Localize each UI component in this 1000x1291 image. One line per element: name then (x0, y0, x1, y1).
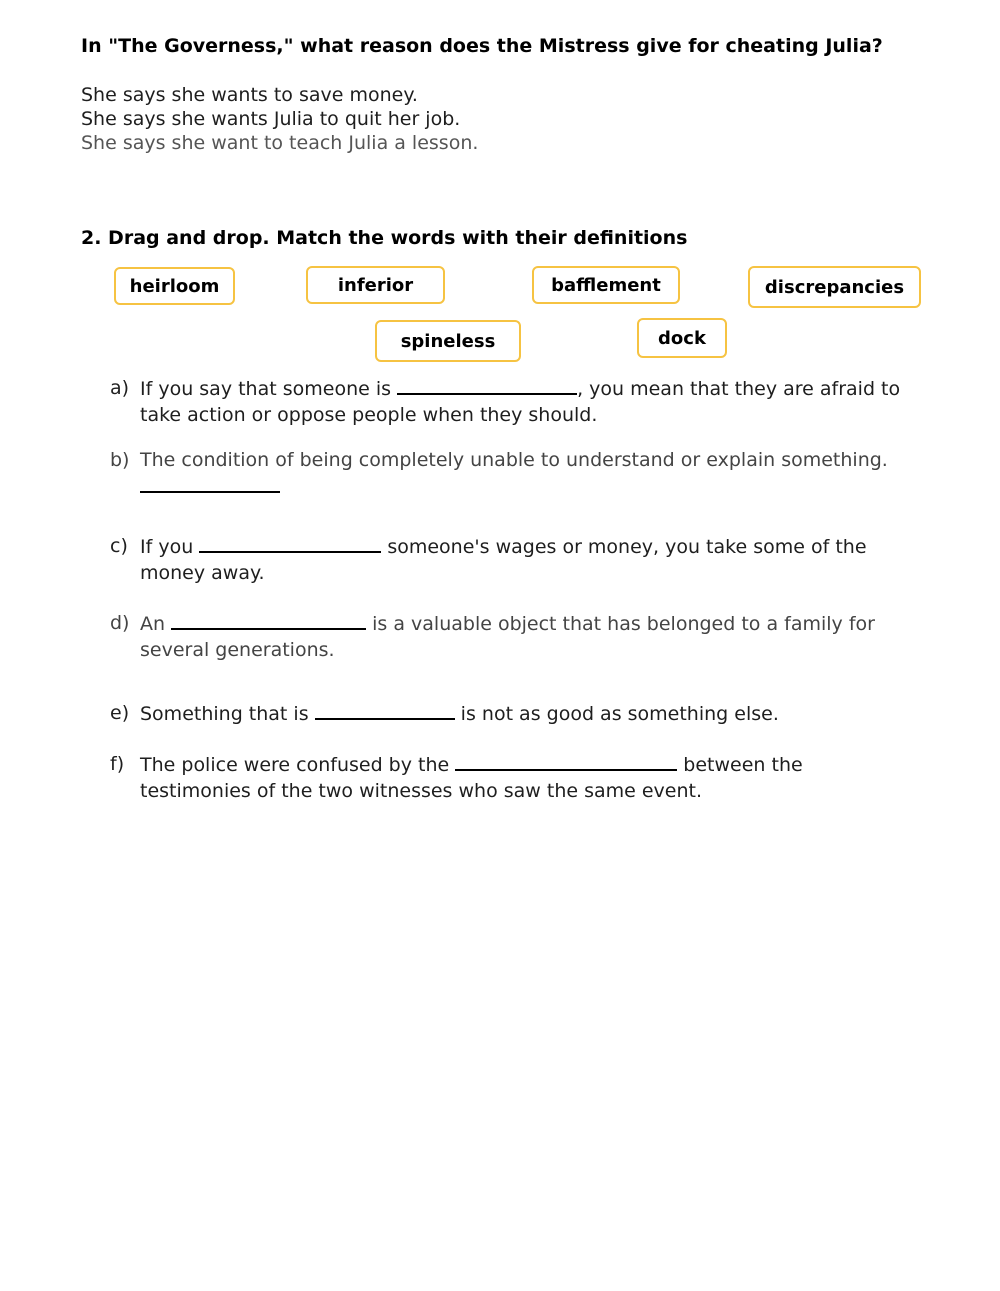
item-label: e) (110, 702, 130, 724)
word-chip-dock[interactable]: dock (637, 318, 727, 358)
definition-item-c (110, 533, 910, 586)
item-text: If you say that someone is , you mean that they are afraid to take action or oppose people when they should. (140, 375, 910, 428)
definition-item-f (110, 751, 910, 804)
word-chip-spineless[interactable]: spineless (375, 320, 521, 362)
drop-blank-b[interactable] (140, 473, 280, 493)
answer-option-3[interactable]: She says she want to teach Julia a lesson. (81, 132, 479, 154)
definition-item-d (110, 610, 910, 663)
item-label: a) (110, 377, 130, 399)
definition-item-b (110, 447, 910, 500)
item-text: If you someone's wages or money, you take some of the money away. (140, 533, 910, 586)
answer-option-2[interactable]: She says she wants Julia to quit her job. (81, 108, 461, 130)
item-label: f) (110, 753, 125, 775)
item-text: The condition of being completely unable to understand or explain something. (140, 447, 910, 500)
word-chip-heirloom[interactable]: heirloom (114, 267, 235, 305)
answer-option-1[interactable]: She says she wants to save money. (81, 84, 418, 106)
definition-item-e (110, 700, 910, 727)
definition-item-a (110, 375, 910, 428)
item-label: b) (110, 449, 130, 471)
word-chip-inferior[interactable]: inferior (306, 266, 445, 304)
question-1-title: In "The Governess," what reason does the Mistress give for cheating Julia? (81, 35, 883, 57)
item-text: The police were confused by the between the testimonies of the two witnesses who saw the same event. (140, 751, 910, 804)
question-2-title: 2. Drag and drop. Match the words with their definitions (81, 227, 688, 249)
drop-blank-e[interactable] (315, 700, 455, 720)
word-chip-bafflement[interactable]: bafflement (532, 266, 680, 304)
item-label: c) (110, 535, 128, 557)
drop-blank-c[interactable] (199, 533, 381, 553)
item-text: An is a valuable object that has belonged to a family for several generations. (140, 610, 910, 663)
item-text: Something that is is not as good as something else. (140, 700, 910, 727)
drop-blank-d[interactable] (171, 610, 366, 630)
word-chip-discrepancies[interactable]: discrepancies (748, 266, 921, 308)
item-label: d) (110, 612, 130, 634)
drop-blank-f[interactable] (455, 751, 677, 771)
drop-blank-a[interactable] (397, 375, 577, 395)
